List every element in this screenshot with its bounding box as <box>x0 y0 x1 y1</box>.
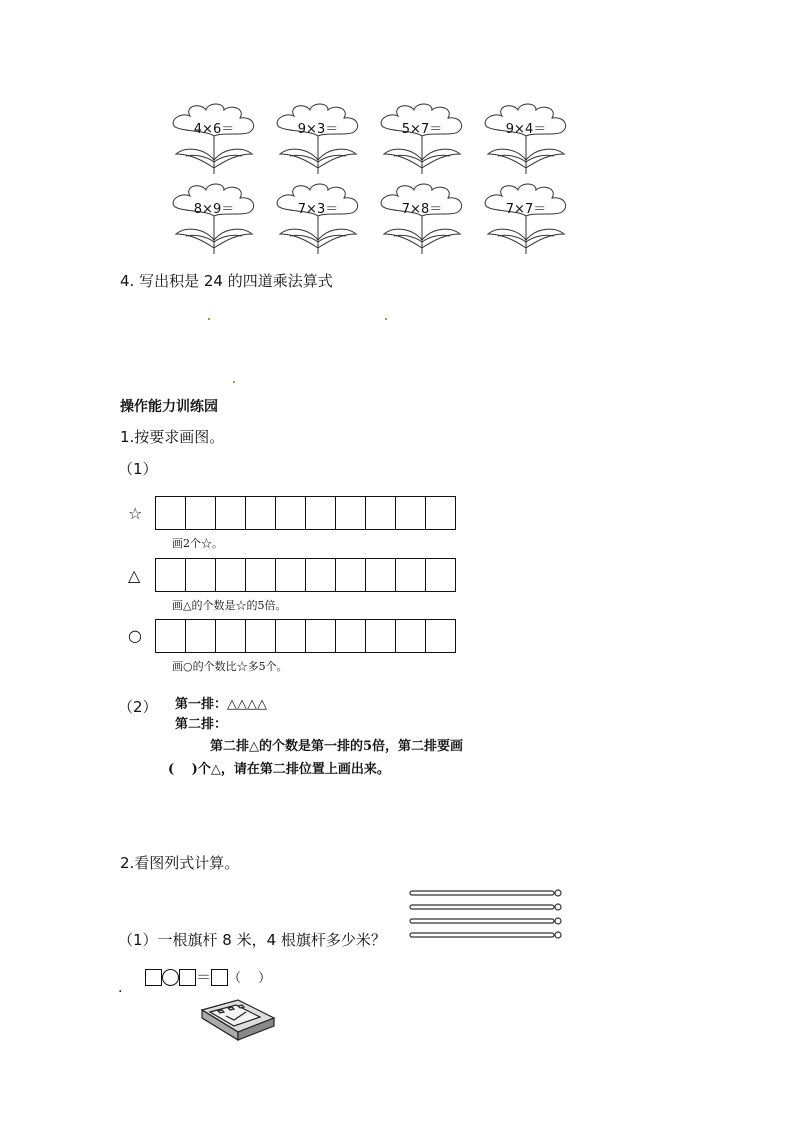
flower-1 <box>166 102 262 178</box>
book-illustration <box>198 996 278 1042</box>
triangle-symbol: △ <box>128 566 141 585</box>
stray-dot: . <box>118 980 123 996</box>
circle-grid[interactable] <box>155 619 456 653</box>
flower-expression: 9×4＝ <box>505 122 547 137</box>
question-4: 4. 写出积是 24 的四道乘法算式 <box>120 272 333 290</box>
circle-caption: 画○的个数比☆多5个。 <box>172 660 288 673</box>
answer-box[interactable] <box>211 969 228 986</box>
speck <box>385 318 387 320</box>
triangle-grid[interactable] <box>155 558 456 592</box>
flower-5 <box>166 182 262 258</box>
flower-3 <box>374 102 470 178</box>
flower-expression: 8×9＝ <box>193 202 235 217</box>
equals-sign: ＝ <box>196 968 212 986</box>
operator-circle[interactable] <box>162 969 179 986</box>
answer-box[interactable] <box>145 969 162 986</box>
flower-expression: 9×3＝ <box>297 122 339 137</box>
task2-title: 2.看图列式计算。 <box>120 854 240 872</box>
triangle-caption: 画△的个数是☆的5倍。 <box>172 599 287 612</box>
flower-2 <box>270 102 366 178</box>
star-grid[interactable] <box>155 496 456 530</box>
flower-7 <box>374 182 470 258</box>
flower-expression: 5×7＝ <box>401 122 443 137</box>
flower-8 <box>478 182 574 258</box>
row1-line: 第一排：△△△△ <box>175 697 267 712</box>
flower-expression: 4×6＝ <box>193 122 235 137</box>
star-symbol: ☆ <box>128 504 143 523</box>
instruction-line: 第二排△的个数是第一排的5倍，第二排要画 <box>210 739 464 754</box>
flower-6 <box>270 182 366 258</box>
star-caption: 画2个☆。 <box>172 537 223 550</box>
instruction-answer-line: ( )个△，请在第二排位置上画出来。 <box>168 762 390 777</box>
task1-title: 1.按要求画图。 <box>120 428 225 446</box>
unit-parentheses: （ ） <box>228 971 272 986</box>
flagpoles-illustration <box>406 886 566 942</box>
flower-expression: 7×3＝ <box>297 202 339 217</box>
task1-part2-label: （2） <box>118 698 158 716</box>
flower-4 <box>478 102 574 178</box>
answer-box[interactable] <box>179 969 196 986</box>
row2-line: 第二排： <box>175 717 228 732</box>
answer-template <box>145 966 271 987</box>
flower-expression: 7×8＝ <box>401 202 443 217</box>
task2-question-1: （1）一根旗杆 8 米，4 根旗杆多少米？ <box>118 931 386 949</box>
circle-symbol: ○ <box>128 626 142 645</box>
speck <box>233 381 235 383</box>
section-title: 操作能力训练园 <box>120 399 218 415</box>
speck <box>208 318 210 320</box>
flower-expression: 7×7＝ <box>505 202 547 217</box>
task1-part1-label: （1） <box>118 460 158 478</box>
